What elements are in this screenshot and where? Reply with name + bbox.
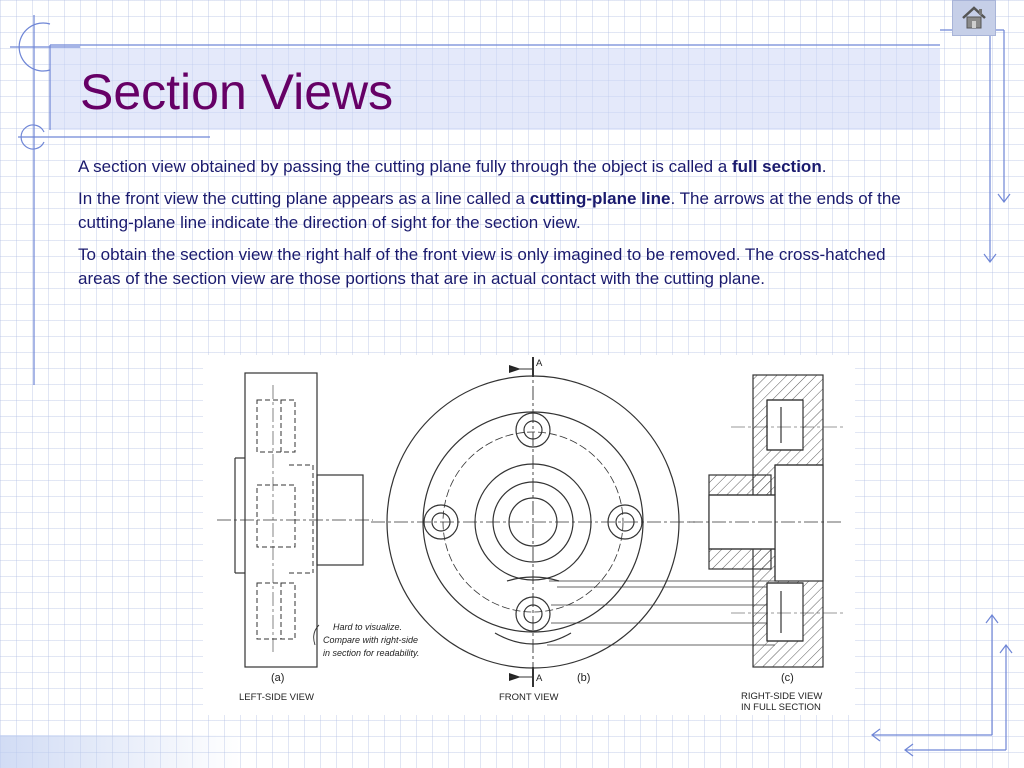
paragraph-cutting-plane-line: In the front view the cutting plane appears as a line called a cutting-plane line. The arrows at the ends of the cutting-plane line indicate the direction of sight for the section view. — [78, 189, 901, 232]
caption-right-side-view: RIGHT-SIDE VIEW — [741, 691, 823, 702]
slide-title: Section Views — [80, 64, 394, 120]
subfigure-label-c: (c) — [781, 672, 794, 684]
technical-drawing — [203, 355, 855, 715]
note-line-3: in section for readability. — [323, 648, 420, 658]
note-line-2: Compare with right-side — [323, 635, 419, 645]
section-view-drawing — [203, 355, 855, 715]
body-text — [78, 155, 918, 299]
front-view — [371, 363, 695, 673]
home-icon — [961, 6, 987, 30]
caption-front-view: FRONT VIEW — [499, 692, 559, 703]
caption-full-section: IN FULL SECTION — [741, 702, 821, 713]
home-button[interactable] — [952, 0, 996, 36]
note-line-1: Hard to visualize. — [333, 622, 403, 632]
section-label-bottom: A — [536, 673, 543, 684]
section-label-top: A — [536, 358, 543, 369]
subfigure-label-b: (b) — [577, 672, 591, 684]
paragraph-section-view: To obtain the section view the right half of the front view is only imagined to be removed. The cross-hatched areas of the section view are those portions that are in actual contact with the cutting plane. — [78, 245, 886, 288]
paragraph-full-section: A section view obtained by passing the cutting plane fully through the object is called a full section. — [78, 157, 827, 176]
subfigure-label-a: (a) — [271, 672, 285, 684]
caption-left-side-view: LEFT-SIDE VIEW — [239, 692, 314, 703]
